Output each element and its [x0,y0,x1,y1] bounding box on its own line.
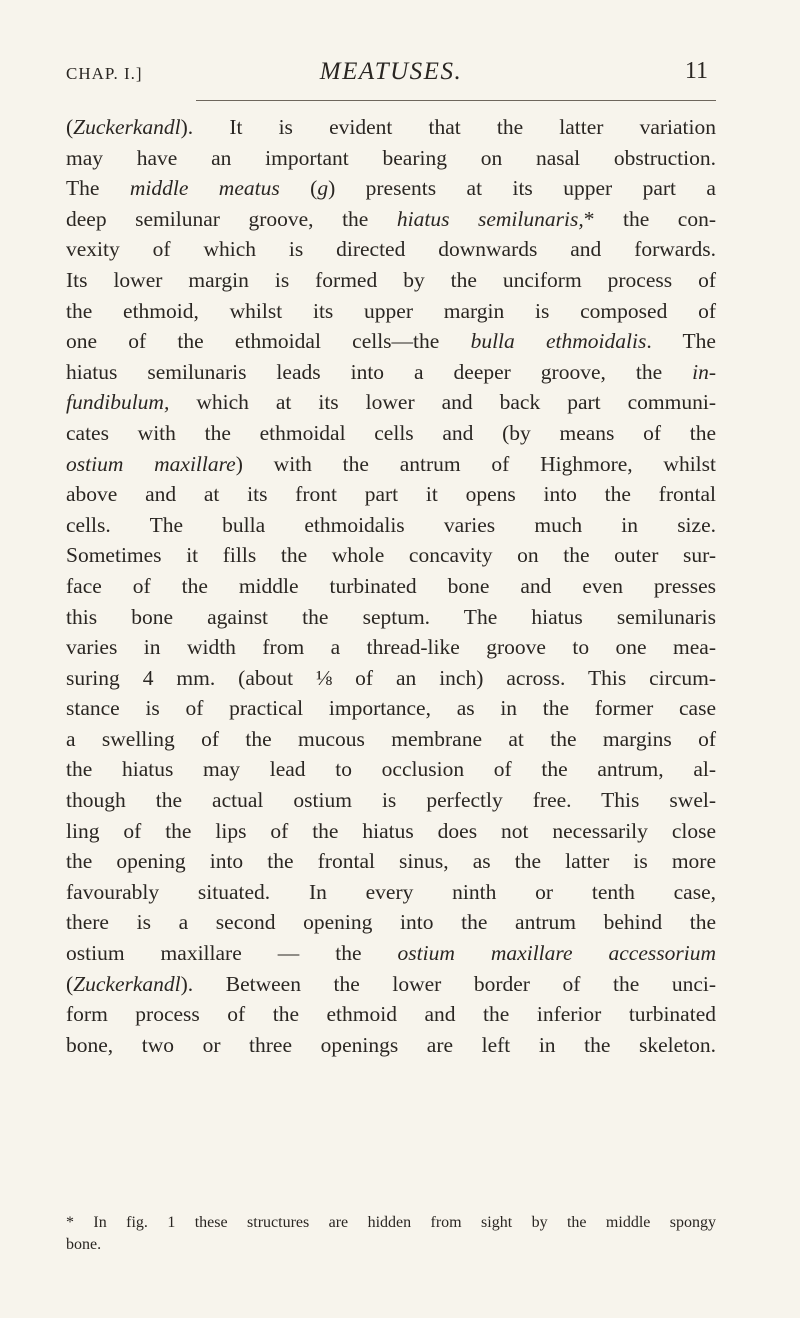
running-header [66,56,716,96]
text-line: varies in width from a thread-like groove to one mea- [66,635,716,660]
text-line: bone, two or three openings are left in the skeleton. [66,1032,716,1057]
running-title: MEATUSES. [319,58,463,85]
footnote [66,1212,716,1256]
page-number: 11 [684,58,708,84]
text-line: vexity of which is directed downwards and forwards. [66,237,716,262]
text-line: the opening into the frontal sinus, as the latter is more [66,849,716,874]
text-line: cells. The bulla ethmoidalis varies much in size. [66,512,716,537]
text-line: there is a second opening into the antrum behind the [66,910,716,935]
chapter-label: CHAP. I.] [66,64,143,83]
text-line: the ethmoid, whilst its upper margin is composed of [66,298,716,323]
text-line: fundibulum, which at its lower and back part communi- [66,390,716,415]
book-page [66,0,716,1318]
text-line: though the actual ostium is perfectly free. This swel- [66,788,716,813]
text-line: stance is of practical importance, as in the former case [66,696,716,721]
header-rule [196,100,716,101]
text-line: Sometimes it fills the whole concavity on the outer sur- [66,543,716,568]
text-line: ostium maxillare — the ostium maxillare accessorium [66,941,716,966]
text-line: the hiatus may lead to occlusion of the antrum, al- [66,757,716,782]
text-line: this bone against the septum. The hiatus semilunaris [66,604,716,629]
text-line: form process of the ethmoid and the inferior turbinated [66,1002,716,1027]
text-line: (Zuckerkandl). Between the lower border of the unci- [66,971,716,996]
body-paragraph [66,112,716,1060]
text-line: one of the ethmoidal cells—the bulla ethmoidalis. The [66,329,716,354]
text-line: above and at its front part it opens into the frontal [66,482,716,507]
footnote-line: bone. [66,1236,102,1253]
text-line: ostium maxillare) with the antrum of Highmore, whilst [66,451,716,476]
text-line: (Zuckerkandl). It is evident that the latter variation [66,115,716,139]
text-line: may have an important bearing on nasal obstruction. [66,145,716,170]
footnote-line: * In fig. 1 these structures are hidden from sight by the middle spongy [66,1214,716,1231]
text-line: hiatus semilunaris leads into a deeper groove, the in- [66,359,716,384]
text-line: suring 4 mm. (about ⅛ of an inch) across. This circum- [66,665,716,690]
text-line: The middle meatus (g) presents at its upper part a [66,176,716,201]
text-line: face of the middle turbinated bone and even presses [66,573,716,598]
text-line: deep semilunar groove, the hiatus semilunaris,* the con- [66,206,717,231]
text-line: cates with the ethmoidal cells and (by means of the [66,420,716,445]
text-line: ling of the lips of the hiatus does not necessarily close [66,818,716,843]
text-line: favourably situated. In every ninth or tenth case, [66,879,716,904]
text-line: a swelling of the mucous membrane at the margins of [66,726,716,751]
text-line: Its lower margin is formed by the unciform process of [66,267,716,292]
